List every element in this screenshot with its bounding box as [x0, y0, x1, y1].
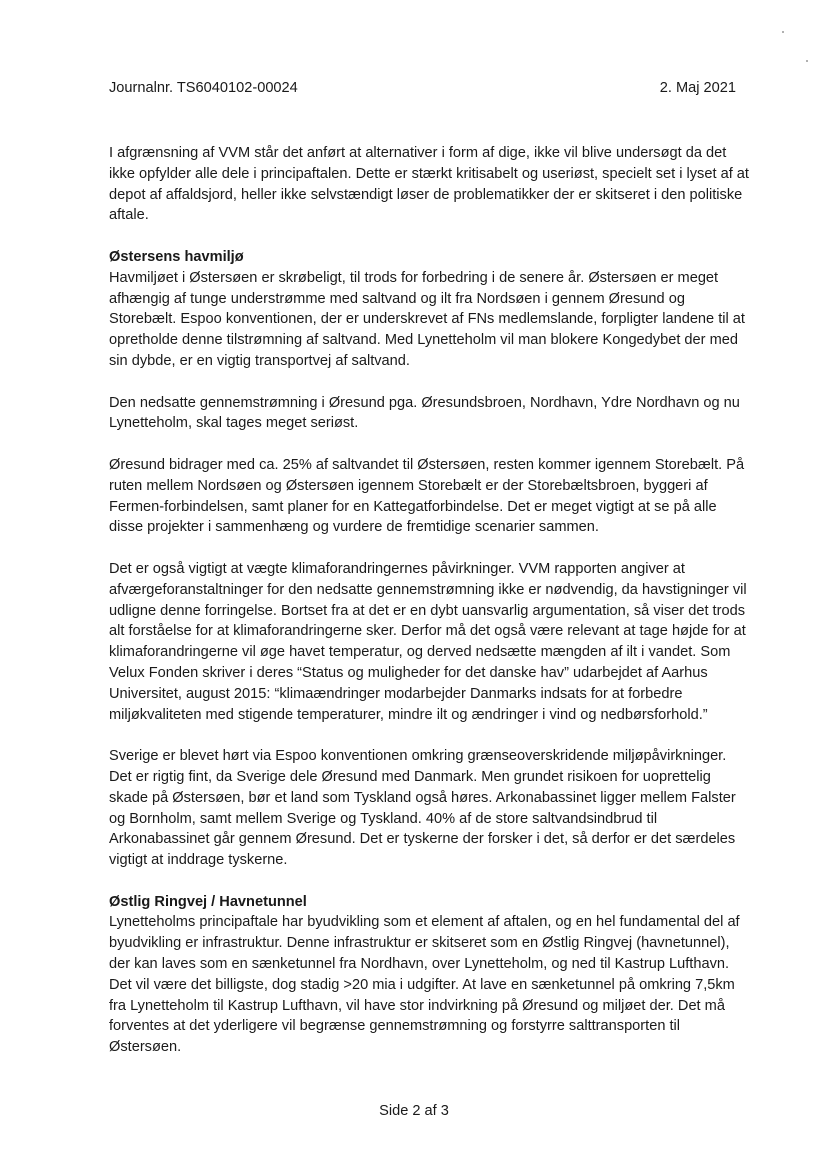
section-heading-havmiljo: Østersens havmiljø: [109, 248, 244, 265]
body-paragraph: Lynetteholms principaftale har byudvikling som et element af aftalen, og en hel fundamental del af byudvikling er infrastruktur. Denne infrastruktur er skitseret som en Østlig Ringvej (havnetunnel), der kan laves som en sænketunnel fra Nordhavn, over Lynetteholm, og ned til Kastrup Lufthavn. Det vil være det billigste, dog stadig >20 mia i udgifter. At lave en sænketunnel på omkring 7,5km fra Lynetteholm til Kastrup Lufthavn, vil have stor indvirkning på Øresund og miljøet der. Det må forventes at det yderligere vil begrænse gennemstrømning og forstyrre salttransporten til Østersøen.: [109, 914, 740, 1056]
journal-number: Journalnr. TS6040102-00024: [109, 80, 298, 96]
page-number: Side 2 af 3: [379, 1103, 449, 1119]
body-paragraph: Den nedsatte gennemstrømning i Øresund pga. Øresundsbroen, Nordhavn, Ydre Nordhavn og nu Lynetteholm, skal tages meget seriøst.: [109, 394, 740, 432]
page-footer: [0, 1103, 828, 1119]
scan-speck: [806, 60, 808, 62]
section-heading-ringvej: Østlig Ringvej / Havnetunnel: [109, 893, 307, 910]
scan-speck: [782, 31, 784, 33]
intro-paragraph: I afgrænsning af VVM står det anført at alternativer i form af dige, ikke vil blive undersøgt da det ikke opfylder alle dele i principaftalen. Dette er stærkt kritisabelt og useriøst, specielt set i lyset af at depot af affaldsjord, heller ikke selvstændigt løser de problematikker der er skitseret i den politiske aftale.: [109, 145, 749, 224]
body-paragraph: Havmiljøet i Østersøen er skrøbeligt, til trods for forbedring i de senere år. Østersøen er meget afhængig af tunge understrømme med saltvand og ilt fra Nordsøen i gennem Øresund og Storebælt. Espoo konventionen, der er underskrevet af FNs medlemslande, forpligter landene til at opretholde denne tilstrømning af saltvand. Med Lynetteholm vil man blokere Kongedybet der med sin dybde, er en vigtig transportvej af saltvand.: [109, 269, 745, 369]
document-body: [109, 143, 749, 1058]
body-paragraph: Sverige er blevet hørt via Espoo konventionen omkring grænseoverskridende miljøpåvirkninger. Det er rigtig fint, da Sverige dele Øresund med Danmark. Men grundet risikoen for uoprettelig skade på Østersøen, bør et land som Tyskland også høres. Arkonabassinet ligger mellem Falster og Bornholm, samt mellem Sverige og Tyskland. 40% af de store saltvandsindbrud til Arkonabassinet går gennem Øresund. Det er tyskerne der forsker i det, så derfor er det særdeles vigtigt at inddrage tyskerne.: [109, 748, 736, 869]
page-header: [109, 80, 736, 96]
document-date: 2. Maj 2021: [659, 80, 736, 96]
body-paragraph: Øresund bidrager med ca. 25% af saltvandet til Østersøen, resten kommer igennem Storebælt. På ruten mellem Nordsøen og Østersøen igennem Storebælt er der Storebæltsbroen, byggeri af Fermen-forbindelsen, samt planer for en Kattegatforbindelse. Det er meget vigtigt at se på alle disse projekter i sammenhæng og vurdere de fremtidige scenarier sammen.: [109, 456, 745, 536]
body-paragraph: Det er også vigtigt at vægte klimaforandringernes påvirkninger. VVM rapporten angiver at afværgeforanstaltninger for den nedsatte gennemstrømning ikke er nødvendig, da havstigninger vil udligne denne forringelse. Bortset fra at det er en dybt uansvarlig argumentation, så viser det trods alt forståelse for at klimaforandringerne sker. Derfor må det også være relevant at tage højde for at klimaforandringerne vil øge havet temperatur, og derved nedsætte mængden af ilt i vandet. Som Velux Fonden skriver i deres “Status og muligheder for det danske hav” udarbejdet af Aarhus Universitet, august 2015: “klimaændringer modarbejder Danmarks indsats for at forbedre miljøkvaliteten med stigende temperaturer, mindre ilt og ændringer i vind og nedbørsforhold.”: [109, 560, 747, 723]
